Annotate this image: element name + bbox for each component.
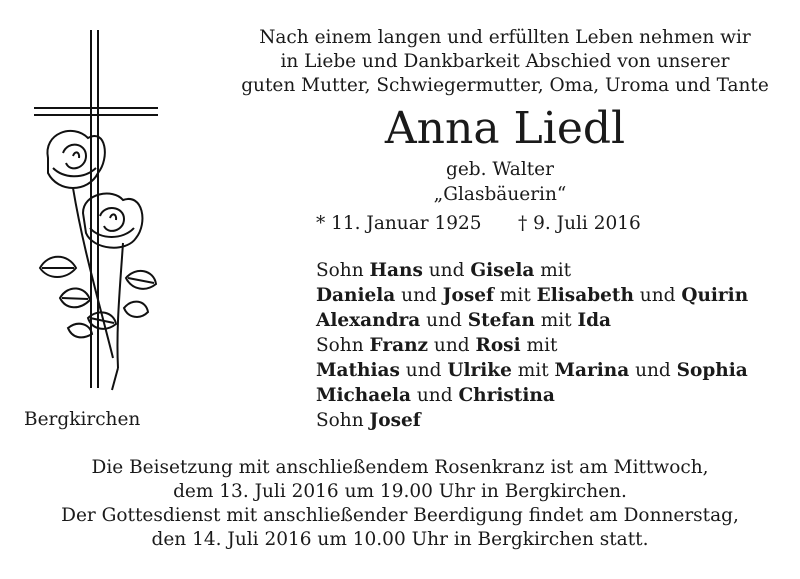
cross-with-roses-icon xyxy=(28,28,163,407)
family-member-name: Michaela xyxy=(316,385,411,406)
family-member-name: Daniela xyxy=(316,285,396,306)
family-connector-text: mit xyxy=(520,335,558,356)
family-connector-text: mit xyxy=(534,260,572,281)
family-line xyxy=(316,283,748,308)
family-connector-text: und xyxy=(395,285,443,306)
family-line xyxy=(316,358,748,383)
family-member-name: Josef xyxy=(442,285,494,306)
family-list xyxy=(316,258,748,433)
family-connector-text: und xyxy=(411,385,459,406)
intro-line: Nach einem langen und erfüllten Leben nehmen wir xyxy=(259,27,751,48)
intro-line: guten Mutter, Schwiegermutter, Oma, Uroma und Tante xyxy=(241,75,769,96)
family-line xyxy=(316,383,748,408)
intro-text xyxy=(210,26,800,98)
family-connector-text: und xyxy=(428,335,476,356)
birth-date: * 11. Januar 1925 xyxy=(316,213,482,234)
family-line xyxy=(316,333,748,358)
funeral-info-line: den 14. Juli 2016 um 10.00 Uhr in Bergkirchen statt. xyxy=(151,529,649,550)
family-member-name: Alexandra xyxy=(316,310,421,331)
funeral-info-line: Der Gottesdienst mit anschließender Beerdigung findet am Donnerstag, xyxy=(61,505,739,526)
family-line xyxy=(316,308,748,333)
family-member-name: Elisabeth xyxy=(536,285,634,306)
family-connector-text: und xyxy=(629,360,677,381)
maiden-name: geb. Walter xyxy=(446,159,554,180)
family-member-name: Rosi xyxy=(475,335,521,356)
family-member-name: Gisela xyxy=(470,260,535,281)
family-member-name: Christina xyxy=(458,385,555,406)
family-member-name: Marina xyxy=(554,360,630,381)
intro-line: in Liebe und Dankbarkeit Abschied von unserer xyxy=(280,51,730,72)
family-connector-text: und xyxy=(420,310,468,331)
family-member-name: Ulrike xyxy=(447,360,512,381)
death-date: † 9. Juli 2016 xyxy=(518,213,641,234)
family-connector-text: Sohn xyxy=(316,335,370,356)
family-member-name: Ida xyxy=(577,310,612,331)
family-member-name: Franz xyxy=(369,335,429,356)
family-connector-text: Sohn xyxy=(316,410,370,431)
family-member-name: Josef xyxy=(369,410,421,431)
family-line xyxy=(316,408,748,433)
family-member-name: Mathias xyxy=(316,360,400,381)
family-connector-text: mit xyxy=(511,360,555,381)
family-connector-text: und xyxy=(633,285,682,306)
funeral-info-line: dem 13. Juli 2016 um 19.00 Uhr in Bergkirchen. xyxy=(173,481,627,502)
family-connector-text: mit xyxy=(493,285,537,306)
funeral-info-line: Die Beisetzung mit anschließendem Rosenkranz ist am Mittwoch, xyxy=(91,457,709,478)
family-connector-text: Sohn xyxy=(316,260,370,281)
family-member-name: Quirin xyxy=(681,285,749,306)
family-connector-text: und xyxy=(399,360,448,381)
family-member-name: Hans xyxy=(369,260,423,281)
family-member-name: Stefan xyxy=(467,310,535,331)
family-member-name: Sophia xyxy=(676,360,748,381)
funeral-info xyxy=(0,456,800,552)
deceased-name: Anna Liedl xyxy=(384,103,626,154)
family-connector-text: mit xyxy=(534,310,578,331)
nickname: „Glasbäuerin“ xyxy=(433,184,567,205)
family-connector-text: und xyxy=(422,260,471,281)
place-name: Bergkirchen xyxy=(24,409,141,430)
family-line xyxy=(316,258,748,283)
